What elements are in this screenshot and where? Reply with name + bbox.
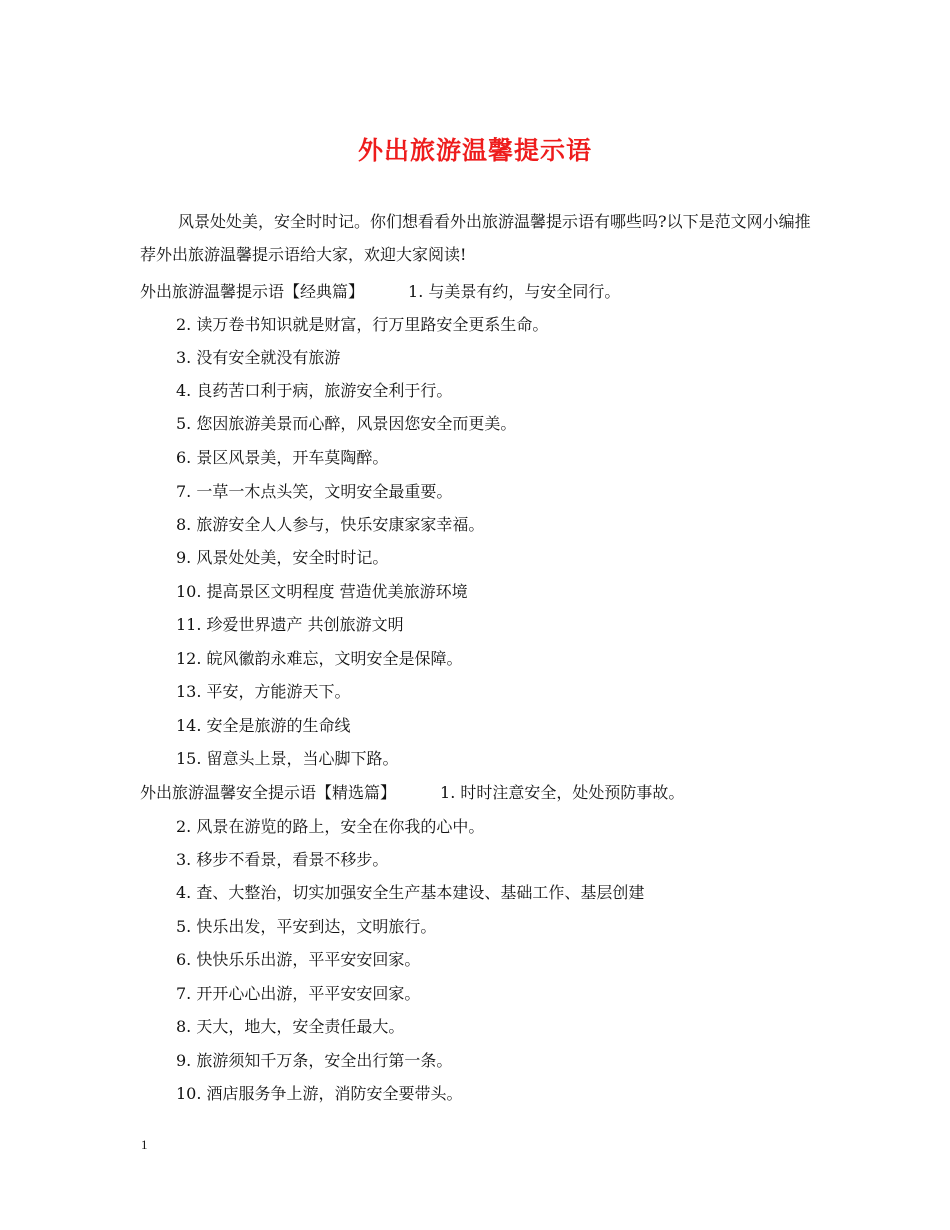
list-item: 7. 开开心心出游，平平安安回家。: [176, 984, 421, 1003]
list-item: 9. 风景处处美，安全时时记。: [176, 548, 389, 567]
list-item: 10. 提高景区文明程度 营造优美旅游环境: [176, 582, 468, 601]
list-item: 3. 没有安全就没有旅游: [176, 348, 341, 367]
list-item: 3. 移步不看景，看景不移步。: [176, 850, 389, 869]
list-item: 4. 良药苦口利于病，旅游安全利于行。: [176, 381, 453, 400]
section-heading-selected: [140, 783, 684, 803]
list-item: 6. 快快乐乐出游，平平安安回家。: [176, 950, 421, 969]
page-number: 1: [141, 1137, 148, 1152]
list-item: 5. 您因旅游美景而心醉，风景因您安全而更美。: [176, 414, 517, 433]
list-item: 5. 快乐出发，平安到达，文明旅行。: [176, 917, 437, 936]
list-item: 8. 旅游安全人人参与，快乐安康家家幸福。: [176, 515, 485, 534]
list-item: 2. 读万卷书知识就是财富，行万里路安全更系生命。: [176, 315, 549, 334]
list-item: 1. 与美景有约，与安全同行。: [408, 282, 621, 301]
list-item: 8. 天大，地大，安全责任最大。: [176, 1017, 405, 1036]
list-item: 9. 旅游须知千万条，安全出行第一条。: [176, 1051, 453, 1070]
section-heading-label: 外出旅游温馨安全提示语【精选篇】: [140, 783, 397, 802]
list-item: 14. 安全是旅游的生命线: [176, 716, 351, 735]
list-item: 7. 一草一木点头笑，文明安全最重要。: [176, 482, 453, 501]
list-item: 12. 皖风徽韵永难忘，文明安全是保障。: [176, 649, 463, 668]
section-heading-label: 外出旅游温馨提示语【经典篇】: [140, 282, 365, 301]
intro-paragraph: 风景处处美，安全时时记。你们想看看外出旅游温馨提示语有哪些吗?以下是范文网小编推荐外出旅游温馨提示语给大家，欢迎大家阅读!: [140, 212, 811, 264]
list-item: 15. 留意头上景，当心脚下路。: [176, 749, 399, 768]
list-item: 10. 酒店服务争上游，消防安全要带头。: [176, 1084, 463, 1103]
list-item: 1. 时时注意安全，处处预防事故。: [440, 783, 685, 802]
page-title: 外出旅游温馨提示语: [357, 136, 592, 165]
section-heading-classic: [140, 282, 620, 302]
list-item: 4. 査、大整治，切实加强安全生产基本建设、基础工作、基层创建: [176, 883, 645, 902]
list-item: 11. 珍爱世界遗产 共创旅游文明: [176, 615, 404, 634]
list-item: 2. 风景在游览的路上，安全在你我的心中。: [176, 817, 485, 836]
list-item: 6. 景区风景美，开车莫陶醉。: [176, 448, 389, 467]
list-item: 13. 平安，方能游天下。: [176, 682, 351, 701]
